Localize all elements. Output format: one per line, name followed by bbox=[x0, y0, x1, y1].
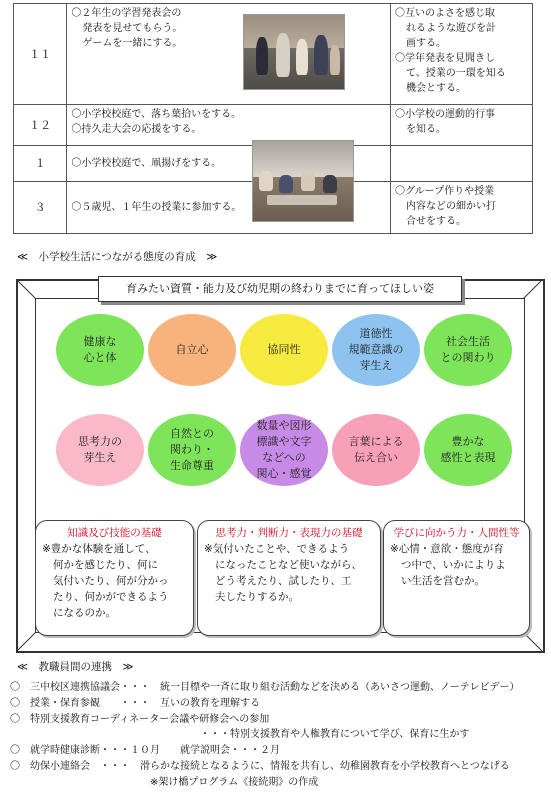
circle-label: 芽生え bbox=[83, 451, 117, 464]
circle-label: 健康な bbox=[83, 335, 117, 348]
box-title: 思考力・判断力・表現力の基礎 bbox=[215, 527, 363, 539]
section-title-coordination: ≪ 教職員間の連携 ≫ bbox=[17, 661, 134, 673]
box-line: たり、何かができるよう bbox=[53, 591, 169, 603]
circle-label: 関心・感覚 bbox=[256, 467, 312, 480]
note-cell bbox=[390, 105, 532, 146]
circle-label: 社会生活 bbox=[446, 335, 490, 348]
list-item: 〇 幼保小連絡会 ・・・ 滑らかな接続となるように、情報を共有し、幼稚園教育を小学校教育へとつなげる bbox=[10, 760, 510, 772]
list-item: 〇 特別支援教育コーディネーター会議や研修会への参加 bbox=[10, 713, 270, 725]
month-cell: ３ bbox=[14, 182, 67, 234]
box-knowledge bbox=[35, 520, 194, 636]
activity-line: 〇５歳児、１年生の授業に参加する。 bbox=[71, 202, 242, 213]
list-item: ※架け橋プログラム《接続期》の作成 bbox=[10, 776, 319, 788]
box-line: ※豊かな体験を通して、 bbox=[42, 543, 156, 555]
circle-item bbox=[424, 314, 512, 386]
box-line: 何かを感じたり、何に bbox=[53, 559, 158, 571]
note-line: 内容などの細かい打 bbox=[405, 201, 496, 212]
note-line: 〇互いのよさを感じ取 bbox=[394, 8, 495, 19]
box-line: になったことなど使いながら、 bbox=[215, 559, 362, 571]
circle-item bbox=[56, 414, 144, 486]
circle-label: 自然との bbox=[170, 427, 214, 440]
circle-label: 協同性 bbox=[267, 343, 301, 356]
circle-label: などへの bbox=[262, 451, 306, 464]
activity-cell bbox=[67, 4, 391, 105]
box-title: 知識及び技能の基礎 bbox=[67, 527, 162, 539]
coordination-list bbox=[10, 680, 520, 791]
month-cell: １ bbox=[14, 146, 67, 182]
box-line: どう考えたり、試したり、工 bbox=[215, 575, 352, 587]
box-title: 学びに向かう力・人間性等 bbox=[393, 527, 520, 539]
note-line: 〇学年発表を見聞きし bbox=[394, 53, 495, 64]
list-item: 〇 授業・保育参観 ・・・ 互いの教育を理解する bbox=[10, 697, 260, 709]
activity-line: 発表を見せてもらう。 bbox=[82, 23, 183, 34]
banner-title: 育みたい資質・能力及び幼児期の終わりまでに育ってほしい姿 bbox=[98, 276, 462, 302]
month-cell: １２ bbox=[14, 105, 67, 146]
circle-label: との関わり bbox=[440, 351, 496, 364]
schedule-table bbox=[13, 3, 533, 234]
circle-label: 心と体 bbox=[83, 351, 117, 364]
circle-label: 標識や文字 bbox=[256, 435, 312, 448]
note-line: れるような遊びを計 bbox=[405, 23, 496, 34]
circle-label: 数量や図形 bbox=[256, 419, 312, 432]
activity-line: ゲームを一緒にする。 bbox=[82, 38, 183, 49]
circle-item bbox=[424, 414, 512, 486]
circle-item bbox=[148, 414, 236, 486]
circle-label: 感性と表現 bbox=[440, 451, 496, 464]
activity-line: 〇持久走大会の応援をする。 bbox=[71, 124, 202, 135]
activity-cell bbox=[67, 146, 391, 182]
circle-label: 生命尊重 bbox=[170, 459, 214, 472]
note-line: 機会とする。 bbox=[405, 83, 466, 94]
note-line: を知る。 bbox=[405, 124, 446, 135]
table-row bbox=[14, 4, 533, 105]
circle-label: 豊かな bbox=[451, 435, 485, 448]
section-title-attitude: ≪ 小学校生活につながる態度の育成 ≫ bbox=[17, 251, 218, 263]
circle-label: 道徳性 bbox=[359, 327, 393, 340]
box-thinking bbox=[197, 520, 381, 636]
box-line: 気付いたり、何が分かっ bbox=[53, 575, 169, 587]
note-line: 合せをする。 bbox=[405, 216, 466, 227]
activity-cell bbox=[67, 182, 391, 234]
list-item: 〇 就学時健康診断・・・１０月 就学説明会・・・２月 bbox=[10, 745, 280, 757]
box-line: つ中で、いかによりよ bbox=[401, 559, 506, 571]
note-line: 〇グループ作りや授業 bbox=[394, 186, 495, 197]
photo-presentation bbox=[243, 14, 345, 90]
circle-label: 関わり・ bbox=[170, 443, 214, 456]
box-line: ※心情・意欲・態度が育 bbox=[390, 543, 504, 555]
note-cell bbox=[390, 146, 532, 182]
circle-item bbox=[332, 414, 420, 486]
note-line: て、授業の一環を知る bbox=[405, 68, 506, 79]
circle-item bbox=[240, 414, 328, 486]
list-item: ・・・特別支援教育や人権教育について学び、保育に生かす bbox=[10, 729, 470, 741]
note-line: 〇小学校の運動的行事 bbox=[394, 109, 495, 120]
circle-item bbox=[332, 314, 420, 386]
circle-label: 自立心 bbox=[175, 343, 209, 356]
activity-line: 〇小学校校庭で、落ち葉拾いをする。 bbox=[71, 109, 242, 120]
note-line: 画する。 bbox=[405, 38, 446, 49]
box-line: になるのか。 bbox=[53, 607, 116, 619]
box-line: ※気付いたことや、できるよう bbox=[204, 543, 350, 555]
circle-item bbox=[56, 314, 144, 386]
box-line: 夫したりするか。 bbox=[215, 591, 299, 603]
table-row bbox=[14, 146, 533, 182]
circle-label: 芽生え bbox=[359, 359, 393, 372]
table-row bbox=[14, 182, 533, 234]
list-item: 〇 三中校区連携協議会・・・ 統一目標や一斉に取り組む活動などを決める（あいさつ運動、ノーテレビデー） bbox=[10, 682, 520, 693]
box-line: い生活を営むか。 bbox=[401, 575, 485, 587]
circle-label: 思考力の bbox=[78, 435, 122, 448]
circle-label: 言葉による bbox=[348, 435, 404, 448]
circle-item bbox=[240, 314, 328, 386]
box-learning-attitude bbox=[383, 520, 530, 636]
circle-label: 規範意識の bbox=[348, 343, 404, 356]
note-cell bbox=[390, 4, 532, 105]
activity-line: 〇２年生の学習発表会の bbox=[71, 8, 182, 19]
circle-label: 伝え合い bbox=[354, 451, 398, 464]
activity-line: 〇小学校校庭で、凧揚げをする。 bbox=[71, 158, 222, 169]
note-cell bbox=[390, 182, 532, 234]
circle-item bbox=[148, 314, 236, 386]
month-cell: １１ bbox=[14, 4, 67, 105]
